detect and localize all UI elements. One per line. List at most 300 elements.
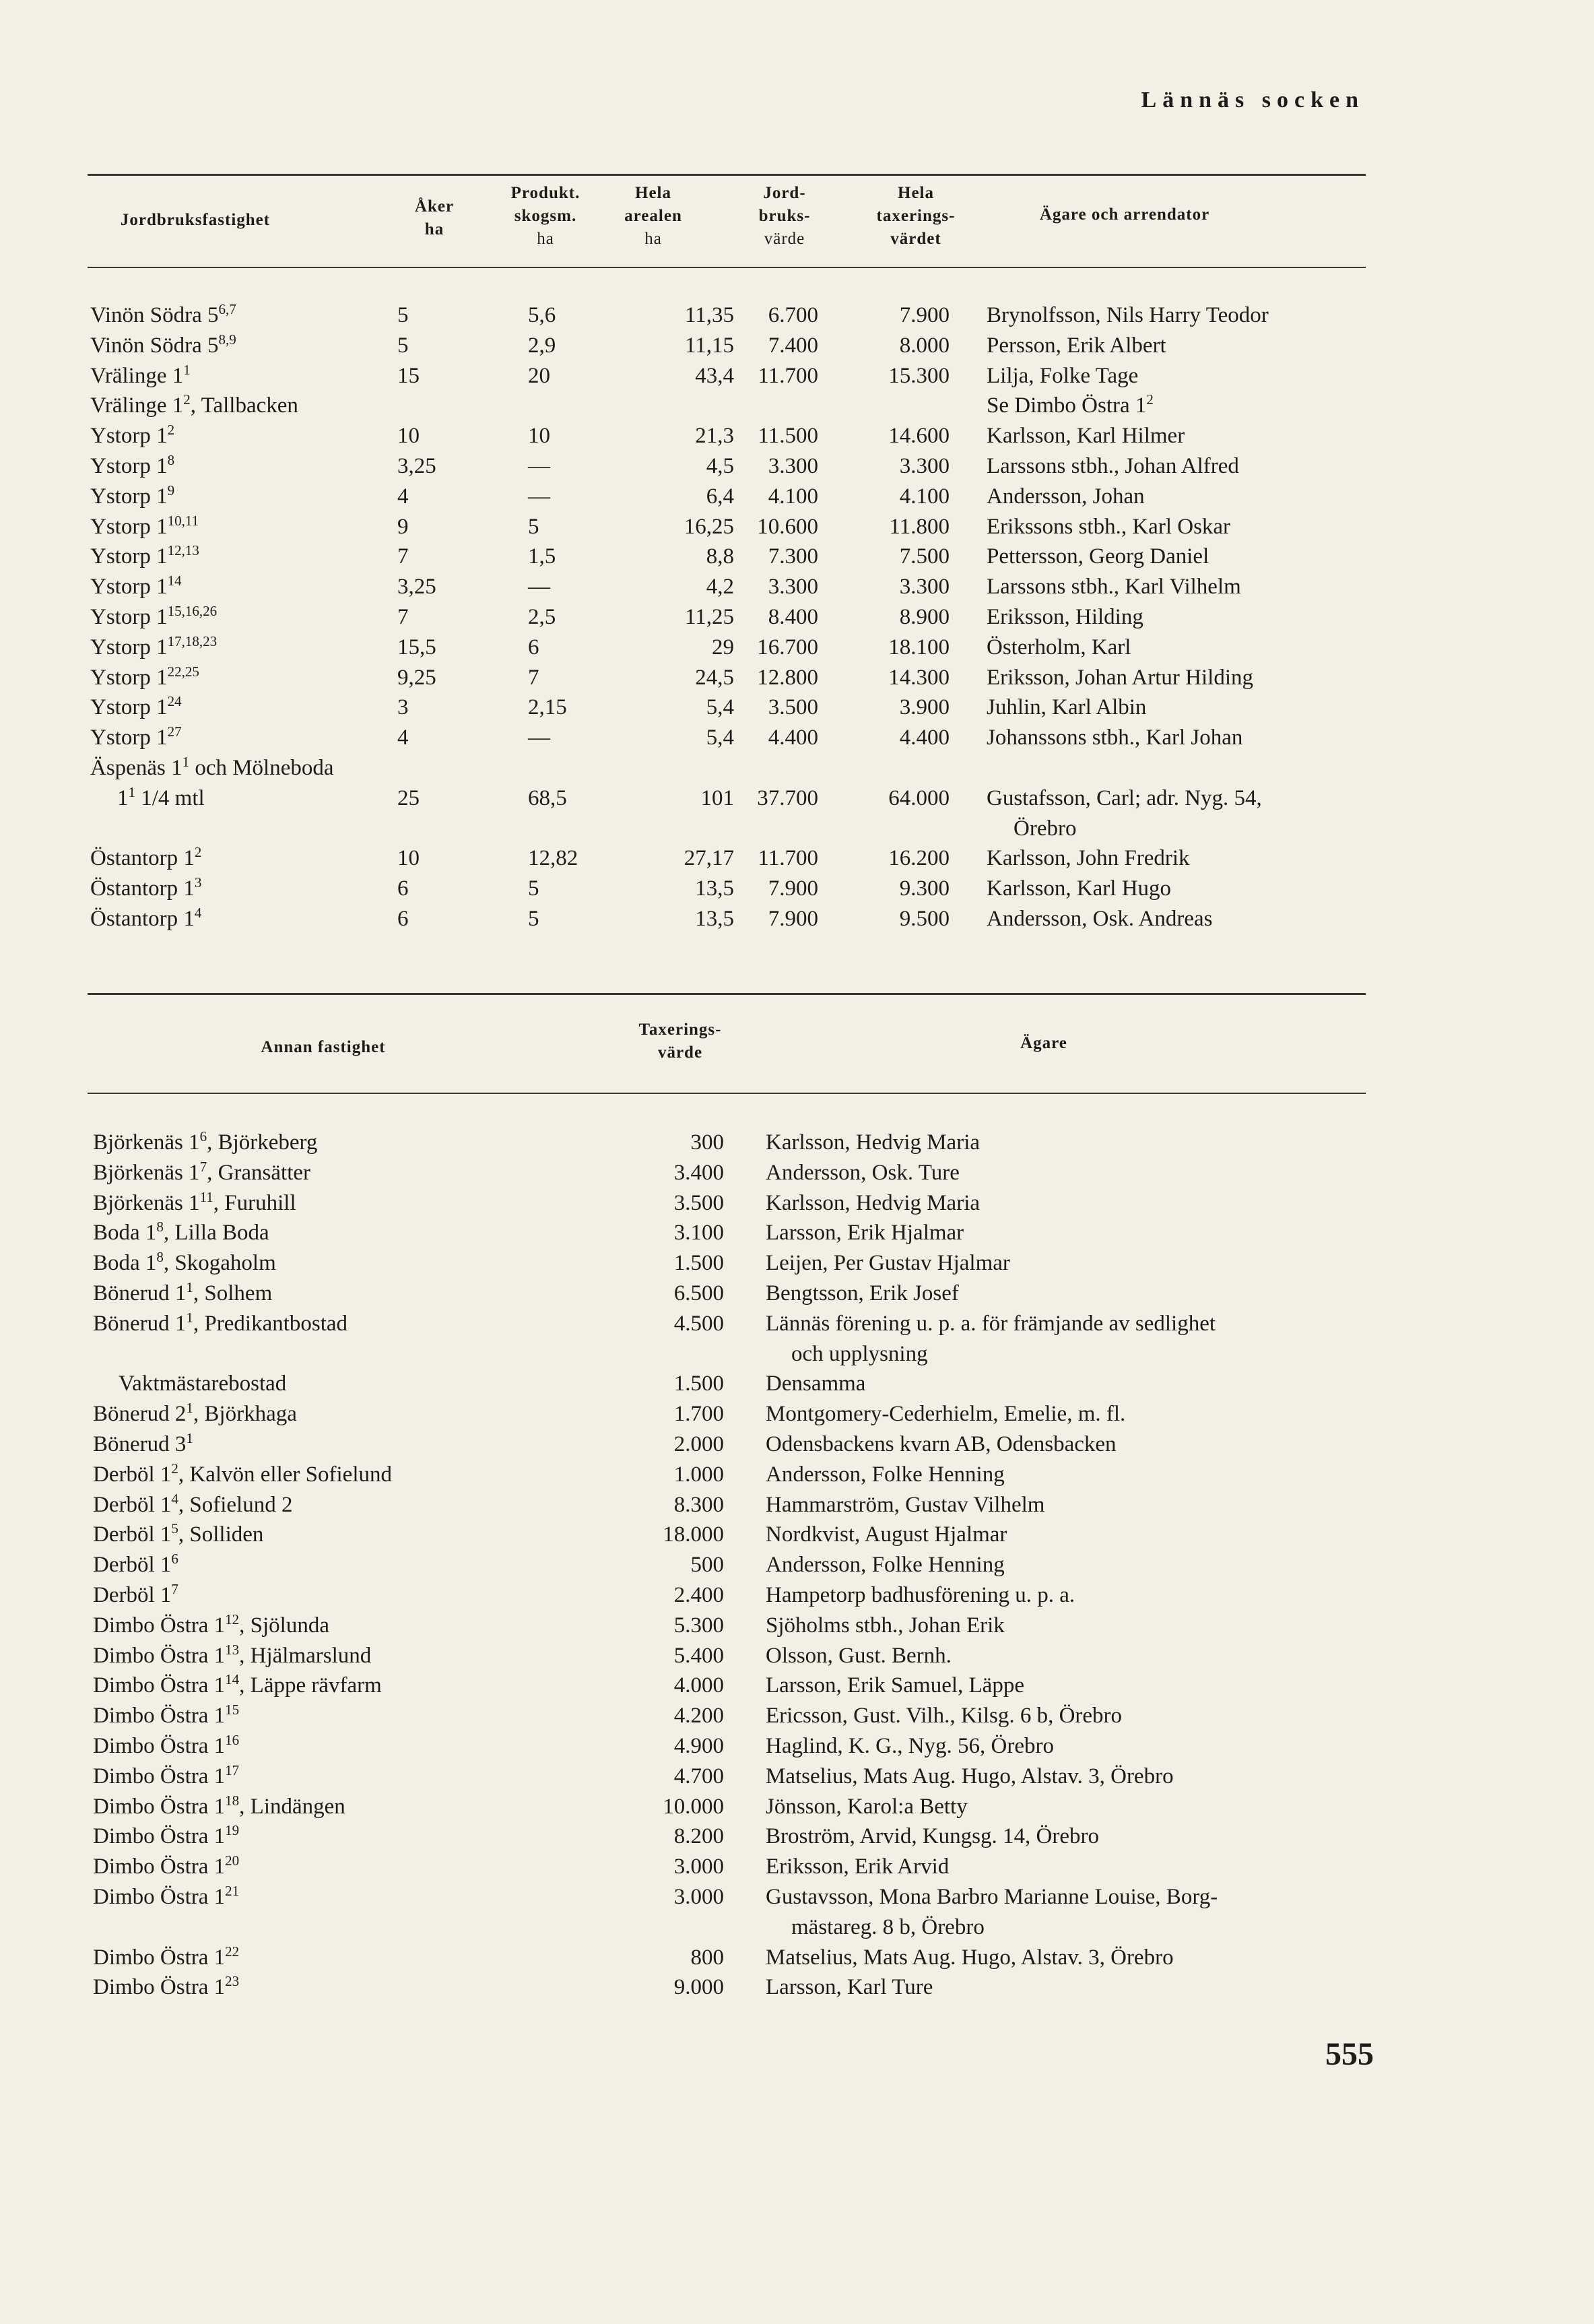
property-superscript: 20 bbox=[225, 1852, 240, 1869]
property-superscript: 1 bbox=[182, 753, 190, 770]
property-superscript: 19 bbox=[225, 1822, 240, 1839]
table-row bbox=[0, 1279, 1594, 1309]
property-name-text: Dimbo Östra 1 bbox=[93, 1764, 226, 1788]
property-superscript: 6 bbox=[171, 1551, 178, 1568]
cell-taxeringsvarde: 3.500 bbox=[673, 1190, 724, 1215]
property-name-text: Boda 1 bbox=[93, 1251, 157, 1276]
cell-hela-arealen: 13,5 bbox=[695, 876, 734, 901]
cell-hela-arealen: 21,3 bbox=[695, 424, 734, 449]
header-jb-line3: värde bbox=[764, 230, 805, 248]
cell-owner bbox=[987, 602, 1143, 633]
property-superscript: 3 bbox=[194, 874, 202, 891]
property-name-text: Bönerud 1 bbox=[93, 1311, 187, 1336]
cell-prod-skog: 6 bbox=[528, 635, 539, 659]
cell-taxeringsvarde: 4.700 bbox=[673, 1764, 724, 1788]
cell-owner: Lännäs förening u. p. a. för främjande av sedlighet bbox=[766, 1311, 1216, 1336]
cell-taxeringsvarde: 8.900 bbox=[899, 604, 950, 629]
table-row bbox=[0, 1188, 1594, 1219]
cell-jordbruksvarde: 11.700 bbox=[758, 846, 818, 871]
owner-text: Persson, Erik Albert bbox=[987, 333, 1166, 358]
cell-taxeringsvarde: 5.300 bbox=[673, 1613, 724, 1638]
cell-aker: 6 bbox=[397, 876, 409, 901]
property-name bbox=[90, 421, 174, 451]
header2-value bbox=[620, 1019, 741, 1064]
cell-owner bbox=[987, 843, 1190, 874]
property-name bbox=[90, 331, 236, 361]
cell-owner: Gustavsson, Mona Barbro Marianne Louise, Borg- bbox=[766, 1884, 1218, 1909]
property-name-text: Dimbo Östra 1 bbox=[93, 1704, 226, 1729]
property-name-suffix: , Furuhill bbox=[213, 1190, 296, 1215]
cell-owner: Andersson, Folke Henning bbox=[766, 1553, 1005, 1578]
property-name bbox=[93, 1520, 263, 1550]
header-hela-line3: ha bbox=[644, 230, 662, 248]
header-jb-line2: bruks- bbox=[758, 207, 811, 225]
cell-aker: 15,5 bbox=[397, 635, 436, 659]
cell-owner: Larsson, Erik Hjalmar bbox=[766, 1221, 964, 1246]
property-name bbox=[93, 1248, 276, 1279]
property-superscript: 8,9 bbox=[218, 331, 236, 348]
property-name bbox=[90, 663, 199, 693]
cell-owner bbox=[987, 451, 1239, 482]
property-superscript: 1 bbox=[186, 1309, 193, 1326]
property-name-text: Östantorp 1 bbox=[90, 876, 195, 901]
property-superscript: 1 bbox=[186, 1400, 193, 1417]
cell-hela-arealen: 5,4 bbox=[706, 695, 734, 720]
property-superscript: 8 bbox=[156, 1219, 164, 1235]
property-name-text: Ystorp 1 bbox=[90, 575, 168, 600]
property-name bbox=[93, 1731, 239, 1762]
property-superscript: 2 bbox=[183, 391, 191, 408]
property-name bbox=[93, 1550, 178, 1580]
cell-aker: 25 bbox=[397, 785, 420, 810]
property-superscript: 17 bbox=[225, 1762, 240, 1778]
header-property: Jordbruksfastighet bbox=[120, 211, 271, 229]
owner-text: Andersson, Osk. Andreas bbox=[987, 906, 1213, 931]
table1-body bbox=[0, 300, 1594, 934]
property-superscript: 1 bbox=[186, 1429, 193, 1446]
table-row bbox=[0, 1701, 1594, 1731]
cell-hela-arealen: 4,5 bbox=[706, 453, 734, 478]
property-name bbox=[93, 1429, 193, 1460]
header2-property: Annan fastighet bbox=[261, 1038, 386, 1056]
cell-taxeringsvarde: 2.400 bbox=[673, 1582, 724, 1607]
table-row bbox=[0, 602, 1594, 633]
cell-hela-arealen: 11,25 bbox=[684, 604, 734, 629]
table-row bbox=[0, 1158, 1594, 1188]
cell-aker: 7 bbox=[397, 544, 409, 569]
table-row bbox=[0, 391, 1594, 421]
property-superscript: 14 bbox=[167, 573, 182, 589]
cell-taxeringsvarde: 3.400 bbox=[673, 1160, 724, 1185]
cell-owner: Broström, Arvid, Kungsg. 14, Örebro bbox=[766, 1824, 1099, 1849]
owner-text: Larssons stbh., Karl Vilhelm bbox=[987, 575, 1241, 600]
cell-jordbruksvarde: 7.900 bbox=[768, 876, 818, 901]
property-superscript: 4 bbox=[194, 904, 202, 921]
cell-aker: 4 bbox=[397, 484, 409, 509]
owner-text: Johanssons stbh., Karl Johan bbox=[987, 725, 1243, 750]
cell-prod-skog: 5 bbox=[528, 906, 539, 931]
owner-text: Pettersson, Georg Daniel bbox=[987, 544, 1209, 569]
property-name-suffix: och Mölneboda bbox=[189, 755, 334, 780]
table-row bbox=[0, 692, 1594, 723]
table-row bbox=[0, 723, 1594, 753]
table-row bbox=[0, 783, 1594, 814]
property-name bbox=[93, 1218, 269, 1248]
cell-taxeringsvarde: 14.300 bbox=[888, 665, 950, 690]
table1-top-rule bbox=[88, 174, 1366, 176]
header-hela-line1: Hela bbox=[635, 184, 671, 202]
property-name-text: Dimbo Östra 1 bbox=[93, 1854, 226, 1879]
table-row bbox=[0, 361, 1594, 391]
table-row bbox=[0, 331, 1594, 361]
cell-owner: Eriksson, Erik Arvid bbox=[766, 1854, 950, 1879]
cell-owner: Ericsson, Gust. Vilh., Kilsg. 6 b, Örebro bbox=[766, 1704, 1123, 1729]
property-superscript: 16 bbox=[225, 1731, 240, 1748]
table-row bbox=[0, 1309, 1594, 1339]
cell-taxeringsvarde: 4.400 bbox=[899, 725, 950, 750]
cell-taxeringsvarde: 8.000 bbox=[899, 333, 950, 358]
property-superscript: 1 bbox=[183, 361, 191, 378]
header-aker-line2: ha bbox=[424, 220, 444, 238]
table-row bbox=[0, 814, 1594, 844]
cell-hela-arealen: 16,25 bbox=[684, 514, 734, 539]
table-row bbox=[0, 1399, 1594, 1429]
property-name-text: Björkenäs 1 bbox=[93, 1130, 200, 1155]
property-name-text: Dimbo Östra 1 bbox=[93, 1643, 226, 1668]
property-name bbox=[90, 753, 334, 783]
header-tax-line2: taxerings- bbox=[876, 207, 956, 225]
property-name-text: Ystorp 1 bbox=[90, 544, 168, 569]
property-name-text: Östantorp 1 bbox=[90, 906, 195, 931]
property-name-text: Bönerud 2 bbox=[93, 1402, 187, 1427]
header-aker bbox=[397, 195, 471, 241]
cell-aker: 9 bbox=[397, 514, 409, 539]
cell-prod-skog: — bbox=[528, 575, 550, 600]
cell-aker: 9,25 bbox=[397, 665, 436, 690]
cell-taxeringsvarde: 6.500 bbox=[673, 1281, 724, 1305]
property-name bbox=[93, 1399, 297, 1429]
property-name-text: Dimbo Östra 1 bbox=[93, 1975, 226, 2000]
cell-jordbruksvarde: 11.700 bbox=[758, 363, 818, 388]
cell-hela-arealen: 24,5 bbox=[695, 665, 734, 690]
cell-owner: Matselius, Mats Aug. Hugo, Alstav. 3, Örebro bbox=[766, 1764, 1174, 1788]
cell-owner: Sjöholms stbh., Johan Erik bbox=[766, 1613, 1005, 1638]
property-name-text: Derböl 1 bbox=[93, 1582, 172, 1607]
property-superscript: 11 bbox=[199, 1188, 213, 1205]
cell-jordbruksvarde: 7.400 bbox=[768, 333, 818, 358]
header-tax-line1: Hela bbox=[898, 184, 934, 202]
table-row bbox=[0, 1611, 1594, 1641]
cell-prod-skog: 2,9 bbox=[528, 333, 556, 358]
cell-prod-skog: 68,5 bbox=[528, 785, 567, 810]
property-superscript: 13 bbox=[225, 1641, 240, 1658]
cell-aker: 6 bbox=[397, 906, 409, 931]
cell-taxeringsvarde: 1.500 bbox=[673, 1251, 724, 1276]
cell-taxeringsvarde: 5.400 bbox=[673, 1643, 724, 1668]
property-superscript: 15 bbox=[225, 1702, 240, 1718]
property-superscript: 24 bbox=[167, 693, 182, 710]
property-name bbox=[90, 633, 217, 663]
property-name-text: Ystorp 1 bbox=[90, 635, 168, 659]
table1-header-rule bbox=[88, 267, 1366, 268]
cell-jordbruksvarde: 3.300 bbox=[768, 575, 818, 600]
table-row bbox=[0, 1429, 1594, 1460]
property-name-text: Vinön Södra 5 bbox=[90, 303, 219, 327]
table-row bbox=[0, 1460, 1594, 1490]
cell-taxeringsvarde: 3.100 bbox=[673, 1221, 724, 1246]
property-name-text: Ystorp 1 bbox=[90, 725, 168, 750]
property-name bbox=[90, 512, 199, 542]
table-row bbox=[0, 300, 1594, 331]
property-name bbox=[93, 1671, 382, 1701]
cell-taxeringsvarde: 300 bbox=[690, 1130, 724, 1155]
property-name bbox=[93, 1460, 392, 1490]
cell-taxeringsvarde: 3.300 bbox=[899, 575, 950, 600]
cell-taxeringsvarde: 10.000 bbox=[663, 1794, 724, 1819]
owner-text: Gustafsson, Carl; adr. Nyg. 54, bbox=[987, 785, 1262, 810]
property-superscript: 10,11 bbox=[167, 512, 199, 529]
property-name-text: Vinön Södra 5 bbox=[90, 333, 219, 358]
cell-prod-skog: 5 bbox=[528, 876, 539, 901]
property-name bbox=[93, 1188, 296, 1219]
table-row bbox=[0, 1821, 1594, 1852]
cell-owner: Haglind, K. G., Nyg. 56, Örebro bbox=[766, 1733, 1055, 1758]
cell-prod-skog: 12,82 bbox=[528, 846, 578, 871]
property-name-text: Vrälinge 1 bbox=[90, 393, 184, 418]
table-row bbox=[0, 542, 1594, 572]
table-row bbox=[0, 1218, 1594, 1248]
cell-owner bbox=[987, 904, 1212, 934]
property-name bbox=[93, 1882, 239, 1912]
table-row bbox=[0, 1852, 1594, 1882]
header-hela bbox=[599, 182, 707, 251]
property-name-text: 1 bbox=[117, 785, 129, 810]
property-superscript: 21 bbox=[225, 1882, 240, 1899]
property-name-suffix: , Björkhaga bbox=[193, 1402, 297, 1427]
cell-taxeringsvarde: 18.000 bbox=[663, 1522, 724, 1547]
header2-value-line1: Taxerings- bbox=[638, 1021, 722, 1039]
property-name bbox=[93, 1762, 239, 1792]
cell-owner: Larsson, Karl Ture bbox=[766, 1975, 933, 2000]
property-name-text: Bönerud 1 bbox=[93, 1281, 187, 1305]
header-prod bbox=[492, 182, 599, 251]
property-name-text: Ystorp 1 bbox=[90, 514, 168, 539]
header-prod-line3: ha bbox=[537, 230, 554, 248]
property-superscript: 8 bbox=[167, 451, 175, 468]
property-name bbox=[93, 1972, 239, 2003]
table2-top-rule bbox=[88, 993, 1366, 995]
cell-owner bbox=[987, 300, 1269, 331]
property-name-text: Ystorp 1 bbox=[90, 453, 168, 478]
property-name bbox=[93, 1490, 292, 1520]
property-name bbox=[90, 572, 182, 602]
cell-jordbruksvarde: 8.400 bbox=[768, 604, 818, 629]
cell-jordbruksvarde: 16.700 bbox=[757, 635, 818, 659]
cell-prod-skog: 1,5 bbox=[528, 544, 556, 569]
property-name-text: Ystorp 1 bbox=[90, 424, 168, 449]
table-row bbox=[0, 1490, 1594, 1520]
property-name bbox=[90, 391, 298, 421]
cell-hela-arealen: 101 bbox=[700, 785, 734, 810]
header-tax-line3: värdet bbox=[890, 230, 941, 248]
property-superscript: 15,16,26 bbox=[167, 602, 218, 619]
table-row bbox=[0, 1731, 1594, 1762]
property-superscript: 12,13 bbox=[167, 542, 199, 559]
property-superscript: 17,18,23 bbox=[167, 633, 218, 649]
cell-owner: Andersson, Osk. Ture bbox=[766, 1160, 960, 1185]
owner-text: Karlsson, Karl Hugo bbox=[987, 876, 1172, 901]
property-superscript: 12 bbox=[225, 1611, 240, 1627]
property-name bbox=[93, 1701, 239, 1731]
property-name-suffix: 1/4 mtl bbox=[135, 785, 205, 810]
property-name bbox=[90, 874, 201, 904]
cell-taxeringsvarde: 3.000 bbox=[673, 1884, 724, 1909]
cell-aker: 5 bbox=[397, 333, 409, 358]
property-name-suffix: , Sofielund 2 bbox=[178, 1492, 293, 1517]
property-superscript: 22,25 bbox=[167, 663, 199, 680]
cell-taxeringsvarde: 18.100 bbox=[888, 635, 950, 659]
property-name-text: Östantorp 1 bbox=[90, 846, 195, 871]
cell-hela-arealen: 27,17 bbox=[684, 846, 734, 871]
cell-owner: och upplysning bbox=[791, 1341, 928, 1366]
header-jb-line1: Jord- bbox=[763, 184, 806, 202]
property-name bbox=[93, 1279, 272, 1309]
cell-owner bbox=[987, 482, 1145, 512]
cell-owner bbox=[987, 572, 1241, 602]
cell-owner: Hammarström, Gustav Vilhelm bbox=[766, 1492, 1045, 1517]
cell-aker: 5 bbox=[397, 303, 409, 327]
cell-taxeringsvarde: 7.900 bbox=[899, 303, 950, 327]
property-name-text: Dimbo Östra 1 bbox=[93, 1824, 226, 1849]
property-name-suffix: , Solliden bbox=[178, 1522, 264, 1547]
property-superscript: 9 bbox=[167, 482, 175, 498]
running-head: Lännäs socken bbox=[1141, 88, 1364, 112]
cell-owner bbox=[987, 874, 1171, 904]
table-row bbox=[0, 753, 1594, 783]
property-name-text: Björkenäs 1 bbox=[93, 1190, 200, 1215]
property-name-suffix: , Hjälmarslund bbox=[239, 1643, 372, 1668]
cell-owner bbox=[987, 542, 1209, 572]
property-superscript: 23 bbox=[225, 1973, 240, 1990]
cell-jordbruksvarde: 7.300 bbox=[768, 544, 818, 569]
owner-text: Eriksson, Hilding bbox=[987, 604, 1143, 629]
property-name-suffix: , Läppe rävfarm bbox=[239, 1673, 382, 1698]
property-name bbox=[90, 542, 199, 572]
table-row bbox=[0, 1128, 1594, 1158]
property-name bbox=[90, 482, 174, 512]
property-superscript: 14 bbox=[225, 1671, 240, 1688]
property-name bbox=[93, 1309, 347, 1339]
header-prod-line1: Produkt. bbox=[510, 184, 580, 202]
owner-text: Larssons stbh., Johan Alfred bbox=[987, 453, 1239, 478]
cell-taxeringsvarde: 9.300 bbox=[899, 876, 950, 901]
property-name bbox=[90, 692, 182, 723]
property-name bbox=[90, 451, 174, 482]
cell-owner bbox=[987, 783, 1262, 814]
header-jb bbox=[731, 182, 838, 251]
property-name-text: Vrälinge 1 bbox=[90, 363, 184, 388]
cell-taxeringsvarde: 4.000 bbox=[673, 1673, 724, 1698]
property-name bbox=[90, 843, 201, 874]
owner-text: Andersson, Johan bbox=[987, 484, 1145, 509]
owner-text: Karlsson, Karl Hilmer bbox=[987, 424, 1185, 449]
cell-prod-skog: 2,15 bbox=[528, 695, 567, 720]
property-superscript: 8 bbox=[156, 1249, 164, 1266]
table-row bbox=[0, 1943, 1594, 1973]
cell-taxeringsvarde: 7.500 bbox=[899, 544, 950, 569]
table-row bbox=[0, 1792, 1594, 1822]
cell-taxeringsvarde: 9.500 bbox=[899, 906, 950, 931]
cell-hela-arealen: 29 bbox=[712, 635, 734, 659]
cell-taxeringsvarde: 4.200 bbox=[673, 1704, 724, 1729]
cell-owner bbox=[987, 663, 1253, 693]
owner-text: Se Dimbo Östra 1 bbox=[987, 393, 1147, 418]
cell-owner: Olsson, Gust. Bernh. bbox=[766, 1643, 952, 1668]
cell-taxeringsvarde: 3.300 bbox=[899, 453, 950, 478]
cell-jordbruksvarde: 37.700 bbox=[757, 785, 818, 810]
property-superscript: 2 bbox=[194, 844, 202, 861]
table-row bbox=[0, 1882, 1594, 1912]
property-name-text: Dimbo Östra 1 bbox=[93, 1613, 226, 1638]
cell-jordbruksvarde: 7.900 bbox=[768, 906, 818, 931]
property-name bbox=[93, 1792, 345, 1822]
cell-owner: Andersson, Folke Henning bbox=[766, 1462, 1005, 1487]
property-name-text: Ystorp 1 bbox=[90, 604, 168, 629]
cell-aker: 3,25 bbox=[397, 575, 436, 600]
property-name bbox=[93, 1943, 239, 1973]
cell-jordbruksvarde: 3.500 bbox=[768, 695, 818, 720]
property-name bbox=[93, 1580, 178, 1611]
owner-text: Erikssons stbh., Karl Oskar bbox=[987, 514, 1231, 539]
cell-prod-skog: 5,6 bbox=[528, 303, 556, 327]
header-hela-line2: arealen bbox=[624, 207, 682, 225]
cell-taxeringsvarde: 8.200 bbox=[673, 1824, 724, 1849]
cell-hela-arealen: 6,4 bbox=[706, 484, 734, 509]
property-superscript: 6,7 bbox=[218, 301, 236, 317]
cell-owner: Karlsson, Hedvig Maria bbox=[766, 1130, 981, 1155]
property-name bbox=[93, 1641, 371, 1671]
property-name-suffix: , Lilla Boda bbox=[163, 1221, 269, 1246]
owner-text: Österholm, Karl bbox=[987, 635, 1131, 659]
cell-owner: Montgomery-Cederhielm, Emelie, m. fl. bbox=[766, 1402, 1126, 1427]
cell-owner bbox=[987, 391, 1154, 421]
cell-owner bbox=[987, 361, 1138, 391]
property-name-text: Björkenäs 1 bbox=[93, 1160, 200, 1185]
cell-taxeringsvarde: 1.700 bbox=[673, 1402, 724, 1427]
header2-owner: Ägare bbox=[1020, 1034, 1067, 1052]
property-name-text: Dimbo Östra 1 bbox=[93, 1794, 226, 1819]
cell-aker: 7 bbox=[397, 604, 409, 629]
cell-owner: Matselius, Mats Aug. Hugo, Alstav. 3, Örebro bbox=[766, 1945, 1174, 1970]
property-name-text: Ystorp 1 bbox=[90, 695, 168, 720]
property-name bbox=[90, 723, 182, 753]
cell-aker: 15 bbox=[397, 363, 420, 388]
cell-taxeringsvarde: 500 bbox=[690, 1553, 724, 1578]
header-aker-line1: Åker bbox=[414, 197, 455, 216]
cell-taxeringsvarde: 14.600 bbox=[888, 424, 950, 449]
property-name-suffix: , Lindängen bbox=[239, 1794, 345, 1819]
cell-prod-skog: 10 bbox=[528, 424, 550, 449]
cell-taxeringsvarde: 9.000 bbox=[673, 1975, 724, 2000]
table-row bbox=[0, 874, 1594, 904]
cell-owner: Larsson, Erik Samuel, Läppe bbox=[766, 1673, 1024, 1698]
property-name-text: Dimbo Östra 1 bbox=[93, 1733, 226, 1758]
cell-hela-arealen: 5,4 bbox=[706, 725, 734, 750]
cell-taxeringsvarde: 1.500 bbox=[673, 1371, 724, 1396]
property-name-text: Ystorp 1 bbox=[90, 484, 168, 509]
cell-owner bbox=[987, 421, 1185, 451]
cell-taxeringsvarde: 3.900 bbox=[899, 695, 950, 720]
